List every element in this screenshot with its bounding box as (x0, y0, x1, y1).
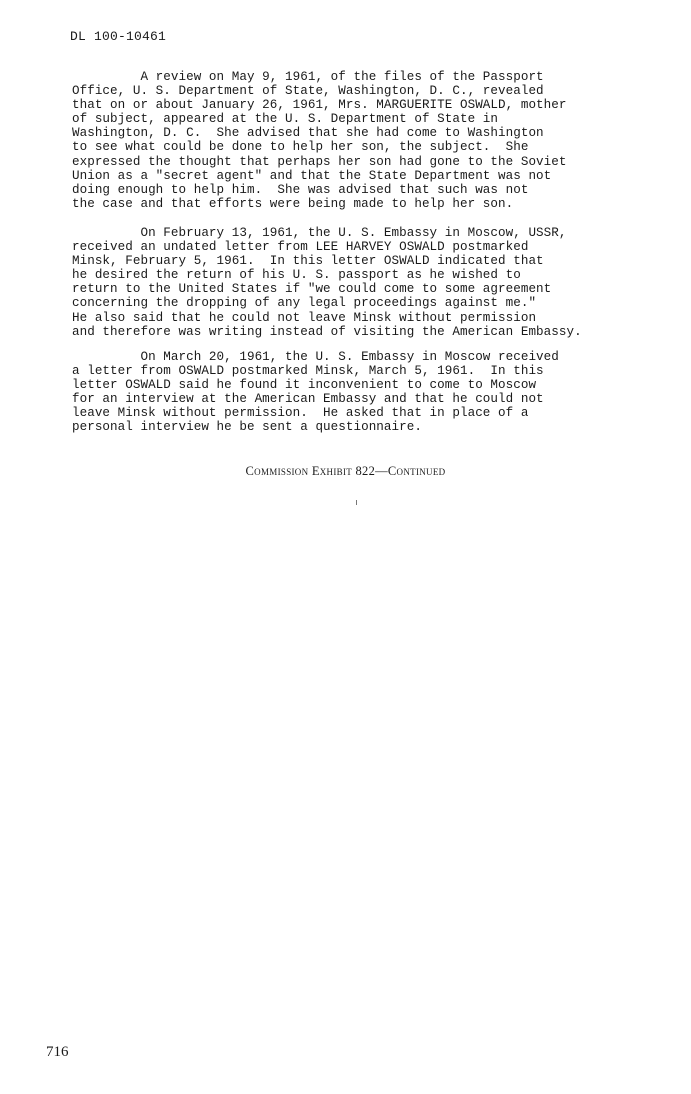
page-number: 716 (46, 1044, 69, 1060)
exhibit-caption: Commission Exhibit 822—Continued (245, 464, 446, 478)
paragraph-february-letter: On February 13, 1961, the U. S. Embassy in Moscow, USSR, received an undated letter from LEE HARVEY OSWALD postmarked Minsk, February 5, 1961. In this letter OSWALD indicated that he desired the return of his U. S. passport as he wished to return to the United States if "we could come to some agreement concerning the dropping of any legal proceedings against me." He also said that he could not leave Minsk without permission and therefore was writing instead of visiting the American Embassy. (72, 226, 582, 339)
file-number: DL 100-10461 (70, 29, 167, 44)
paragraph-passport-office-review: A review on May 9, 1961, of the files of the Passport Office, U. S. Department of State, Washington, D. C., revealed that on or about January 26, 1961, Mrs. MARGUERITE OSWALD, mother of subject, appeared at the U. S. Department of State in Washington, D. C. She advised that she had come to Washington to see what could be done to help her son, the subject. She expressed the thought that perhaps her son had gone to the Soviet Union as a "secret agent" and that the State Department was not doing enough to help him. She was advised that such was not the case and that efforts were being made to help her son. (72, 70, 567, 211)
scan-speck (356, 500, 357, 505)
paragraph-march-letter: On March 20, 1961, the U. S. Embassy in Moscow received a letter from OSWALD postmarked Minsk, March 5, 1961. In this letter OSWALD said he found it inconvenient to come to Moscow for an interview at the American Embassy and that he could not leave Minsk without permission. He asked that in place of a personal interview he be sent a questionnaire. (72, 350, 559, 435)
